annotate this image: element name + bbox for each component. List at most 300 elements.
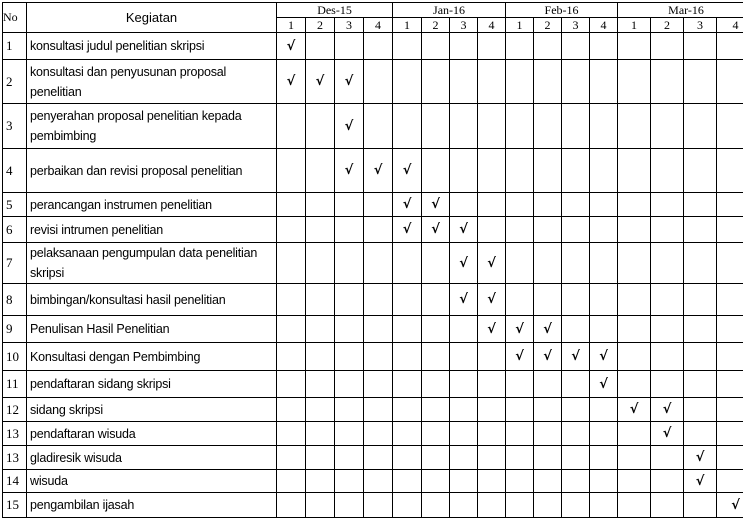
check-mark: √: [277, 60, 306, 104]
schedule-cell: [684, 284, 717, 316]
schedule-cell: [450, 316, 478, 343]
check-mark: √: [534, 343, 562, 371]
schedule-cell: [364, 371, 393, 398]
activity-label: revisi intrumen penelitian: [27, 217, 277, 243]
schedule-cell: [306, 422, 335, 446]
schedule-cell: [651, 243, 684, 284]
schedule-cell: [478, 371, 506, 398]
schedule-cell: [562, 243, 590, 284]
schedule-cell: [335, 371, 364, 398]
check-mark: √: [335, 149, 364, 193]
schedule-cell: [534, 149, 562, 193]
schedule-cell: [306, 493, 335, 518]
schedule-cell: [618, 104, 651, 149]
schedule-cell: [478, 33, 506, 60]
schedule-cell: [478, 193, 506, 217]
row-number: 7: [3, 243, 27, 284]
schedule-cell: [590, 446, 618, 470]
week-header-cell: 1: [506, 18, 534, 33]
row-number: 9: [3, 316, 27, 343]
schedule-cell: [534, 371, 562, 398]
schedule-cell: [590, 60, 618, 104]
schedule-cell: [590, 493, 618, 518]
schedule-cell: [277, 243, 306, 284]
schedule-cell: [450, 33, 478, 60]
schedule-cell: [684, 149, 717, 193]
schedule-cell: [450, 60, 478, 104]
month-header-feb16: Feb-16: [506, 3, 618, 18]
check-mark: √: [478, 243, 506, 284]
schedule-cell: [534, 243, 562, 284]
schedule-cell: [684, 316, 717, 343]
schedule-cell: [277, 493, 306, 518]
schedule-cell: [450, 446, 478, 470]
activity-label: pendaftaran sidang skripsi: [27, 371, 277, 398]
schedule-cell: [684, 243, 717, 284]
schedule-cell: [651, 193, 684, 217]
schedule-cell: [277, 149, 306, 193]
activity-row: [3, 243, 743, 284]
check-mark: √: [562, 343, 590, 371]
schedule-cell: [684, 493, 717, 518]
schedule-cell: [717, 243, 743, 284]
schedule-cell: [506, 60, 534, 104]
schedule-cell: [306, 316, 335, 343]
week-header-cell: 2: [534, 18, 562, 33]
schedule-cell: [618, 149, 651, 193]
schedule-cell: [684, 343, 717, 371]
schedule-cell: [422, 371, 450, 398]
schedule-cell: [506, 371, 534, 398]
check-mark: √: [306, 60, 335, 104]
schedule-table: [2, 2, 743, 518]
schedule-cell: [335, 316, 364, 343]
schedule-cell: [478, 343, 506, 371]
schedule-cell: [277, 422, 306, 446]
row-number: 13: [3, 422, 27, 446]
row-number: 10: [3, 343, 27, 371]
row-number: 13: [3, 446, 27, 470]
activity-label: konsultasi dan penyusunan proposal penelitian: [27, 60, 277, 104]
schedule-cell: [393, 422, 422, 446]
activity-row: [3, 217, 743, 243]
schedule-cell: [562, 398, 590, 422]
check-mark: √: [277, 33, 306, 60]
activity-row: [3, 149, 743, 193]
activity-label: sidang skripsi: [27, 398, 277, 422]
check-mark: √: [393, 193, 422, 217]
schedule-cell: [717, 343, 743, 371]
schedule-cell: [590, 243, 618, 284]
check-mark: √: [422, 217, 450, 243]
schedule-cell: [478, 470, 506, 493]
row-number: 15: [3, 493, 27, 518]
week-header-cell: 2: [422, 18, 450, 33]
activity-row: [3, 193, 743, 217]
schedule-cell: [651, 371, 684, 398]
schedule-cell: [618, 217, 651, 243]
schedule-cell: [684, 33, 717, 60]
row-number: 14: [3, 470, 27, 493]
schedule-cell: [335, 398, 364, 422]
schedule-cell: [684, 217, 717, 243]
schedule-cell: [478, 398, 506, 422]
schedule-cell: [717, 422, 743, 446]
activity-row: [3, 446, 743, 470]
schedule-cell: [306, 104, 335, 149]
schedule-cell: [364, 284, 393, 316]
schedule-cell: [364, 343, 393, 371]
schedule-cell: [364, 493, 393, 518]
activity-label: Penulisan Hasil Penelitian: [27, 316, 277, 343]
check-mark: √: [478, 284, 506, 316]
schedule-cell: [590, 398, 618, 422]
schedule-cell: [717, 284, 743, 316]
schedule-cell: [618, 243, 651, 284]
schedule-cell: [478, 60, 506, 104]
schedule-cell: [506, 193, 534, 217]
schedule-cell: [717, 470, 743, 493]
schedule-cell: [684, 398, 717, 422]
schedule-cell: [422, 493, 450, 518]
schedule-cell: [618, 493, 651, 518]
schedule-cell: [717, 149, 743, 193]
schedule-cell: [364, 60, 393, 104]
schedule-cell: [506, 422, 534, 446]
schedule-cell: [506, 398, 534, 422]
schedule-cell: [306, 343, 335, 371]
schedule-cell: [562, 316, 590, 343]
schedule-cell: [306, 149, 335, 193]
schedule-cell: [651, 60, 684, 104]
schedule-cell: [364, 422, 393, 446]
schedule-cell: [651, 316, 684, 343]
schedule-cell: [422, 316, 450, 343]
check-mark: √: [335, 104, 364, 149]
check-mark: √: [450, 284, 478, 316]
schedule-cell: [684, 371, 717, 398]
week-header-cell: 1: [393, 18, 422, 33]
week-header-cell: 4: [478, 18, 506, 33]
check-mark: √: [590, 343, 618, 371]
schedule-cell: [651, 104, 684, 149]
check-mark: √: [590, 371, 618, 398]
schedule-cell: [562, 193, 590, 217]
schedule-cell: [534, 398, 562, 422]
schedule-cell: [450, 104, 478, 149]
schedule-cell: [422, 284, 450, 316]
schedule-cell: [618, 60, 651, 104]
schedule-cell: [364, 193, 393, 217]
activity-label: wisuda: [27, 470, 277, 493]
schedule-cell: [618, 422, 651, 446]
activity-row: [3, 493, 743, 518]
schedule-cell: [277, 104, 306, 149]
schedule-cell: [450, 193, 478, 217]
schedule-cell: [335, 243, 364, 284]
schedule-cell: [422, 104, 450, 149]
schedule-cell: [277, 398, 306, 422]
check-mark: √: [393, 217, 422, 243]
header-row: [3, 3, 743, 18]
schedule-cell: [590, 284, 618, 316]
schedule-cell: [277, 343, 306, 371]
schedule-cell: [651, 284, 684, 316]
schedule-cell: [335, 217, 364, 243]
schedule-cell: [364, 217, 393, 243]
schedule-cell: [450, 149, 478, 193]
schedule-cell: [364, 398, 393, 422]
schedule-cell: [534, 193, 562, 217]
activity-row: [3, 422, 743, 446]
schedule-cell: [562, 104, 590, 149]
check-mark: √: [651, 422, 684, 446]
schedule-cell: [651, 33, 684, 60]
check-mark: √: [534, 316, 562, 343]
schedule-cell: [651, 446, 684, 470]
row-number: 3: [3, 104, 27, 149]
schedule-cell: [450, 398, 478, 422]
schedule-cell: [422, 470, 450, 493]
schedule-cell: [717, 193, 743, 217]
schedule-cell: [306, 398, 335, 422]
schedule-cell: [590, 104, 618, 149]
month-header-mar16: Mar-16: [618, 3, 743, 18]
schedule-cell: [562, 284, 590, 316]
schedule-cell: [277, 371, 306, 398]
activity-label: konsultasi judul penelitian skripsi: [27, 33, 277, 60]
check-mark: √: [618, 398, 651, 422]
schedule-cell: [506, 284, 534, 316]
activity-row: [3, 316, 743, 343]
check-mark: √: [506, 343, 534, 371]
schedule-cell: [590, 193, 618, 217]
schedule-cell: [506, 33, 534, 60]
schedule-cell: [422, 60, 450, 104]
schedule-cell: [478, 446, 506, 470]
schedule-cell: [562, 149, 590, 193]
schedule-cell: [717, 446, 743, 470]
schedule-cell: [618, 343, 651, 371]
schedule-cell: [450, 493, 478, 518]
schedule-cell: [590, 316, 618, 343]
schedule-cell: [717, 33, 743, 60]
schedule-cell: [306, 371, 335, 398]
schedule-cell: [306, 193, 335, 217]
schedule-cell: [277, 193, 306, 217]
schedule-cell: [651, 493, 684, 518]
schedule-cell: [478, 493, 506, 518]
schedule-cell: [618, 316, 651, 343]
schedule-cell: [306, 446, 335, 470]
schedule-cell: [590, 470, 618, 493]
schedule-cell: [590, 422, 618, 446]
check-mark: √: [364, 149, 393, 193]
schedule-cell: [717, 398, 743, 422]
month-header-jan16: Jan-16: [393, 3, 506, 18]
schedule-cell: [478, 104, 506, 149]
schedule-cell: [393, 33, 422, 60]
schedule-cell: [618, 284, 651, 316]
schedule-cell: [618, 33, 651, 60]
kegiatan-header: Kegiatan: [27, 3, 277, 33]
schedule-cell: [684, 104, 717, 149]
schedule-cell: [277, 316, 306, 343]
schedule-cell: [534, 493, 562, 518]
schedule-cell: [335, 33, 364, 60]
schedule-cell: [335, 193, 364, 217]
schedule-cell: [306, 243, 335, 284]
row-number: 1: [3, 33, 27, 60]
schedule-cell: [590, 33, 618, 60]
schedule-cell: [422, 446, 450, 470]
week-header-cell: 3: [684, 18, 717, 33]
schedule-cell: [506, 470, 534, 493]
schedule-cell: [364, 470, 393, 493]
schedule-cell: [590, 149, 618, 193]
schedule-cell: [306, 33, 335, 60]
schedule-cell: [562, 446, 590, 470]
row-number: 8: [3, 284, 27, 316]
activity-row: [3, 398, 743, 422]
row-number: 11: [3, 371, 27, 398]
check-mark: √: [717, 493, 743, 518]
row-number: 5: [3, 193, 27, 217]
row-number: 12: [3, 398, 27, 422]
schedule-cell: [534, 470, 562, 493]
schedule-cell: [393, 60, 422, 104]
schedule-cell: [422, 243, 450, 284]
week-header-cell: 3: [335, 18, 364, 33]
schedule-cell: [393, 104, 422, 149]
schedule-cell: [422, 33, 450, 60]
schedule-cell: [277, 284, 306, 316]
schedule-cell: [651, 343, 684, 371]
week-header-cell: 3: [562, 18, 590, 33]
week-header-cell: 3: [450, 18, 478, 33]
schedule-cell: [306, 470, 335, 493]
activity-row: [3, 470, 743, 493]
schedule-cell: [335, 422, 364, 446]
activity-label: perancangan instrumen penelitian: [27, 193, 277, 217]
activity-label: Konsultasi dengan Pembimbing: [27, 343, 277, 371]
schedule-cell: [717, 371, 743, 398]
no-header: No: [3, 3, 27, 33]
schedule-cell: [364, 243, 393, 284]
schedule-cell: [335, 343, 364, 371]
schedule-cell: [393, 446, 422, 470]
schedule-cell: [306, 217, 335, 243]
schedule-cell: [562, 33, 590, 60]
week-header-cell: 4: [364, 18, 393, 33]
schedule-cell: [534, 446, 562, 470]
row-number: 2: [3, 60, 27, 104]
schedule-cell: [393, 371, 422, 398]
schedule-cell: [562, 470, 590, 493]
schedule-cell: [478, 217, 506, 243]
activity-row: [3, 33, 743, 60]
schedule-cell: [422, 149, 450, 193]
schedule-cell: [717, 217, 743, 243]
week-header-cell: 2: [651, 18, 684, 33]
schedule-cell: [506, 217, 534, 243]
schedule-cell: [277, 217, 306, 243]
schedule-cell: [651, 217, 684, 243]
schedule-cell: [478, 422, 506, 446]
schedule-cell: [717, 316, 743, 343]
schedule-cell: [618, 446, 651, 470]
schedule-cell: [506, 104, 534, 149]
activity-row: [3, 60, 743, 104]
check-mark: √: [422, 193, 450, 217]
schedule-cell: [393, 316, 422, 343]
schedule-cell: [717, 60, 743, 104]
check-mark: √: [335, 60, 364, 104]
schedule-cell: [534, 284, 562, 316]
schedule-cell: [534, 60, 562, 104]
check-mark: √: [450, 243, 478, 284]
activity-label: pelaksanaan pengumpulan data penelitian skripsi: [27, 243, 277, 284]
check-mark: √: [393, 149, 422, 193]
schedule-cell: [478, 149, 506, 193]
schedule-cell: [618, 193, 651, 217]
schedule-cell: [562, 493, 590, 518]
activity-row: [3, 104, 743, 149]
row-number: 4: [3, 149, 27, 193]
check-mark: √: [684, 446, 717, 470]
schedule-cell: [534, 33, 562, 60]
week-header-cell: 1: [618, 18, 651, 33]
activity-label: bimbingan/konsultasi hasil penelitian: [27, 284, 277, 316]
schedule-cell: [335, 493, 364, 518]
check-mark: √: [450, 217, 478, 243]
schedule-cell: [506, 243, 534, 284]
check-mark: √: [478, 316, 506, 343]
schedule-cell: [618, 470, 651, 493]
schedule-cell: [534, 217, 562, 243]
activity-label: penyerahan proposal penelitian kepada pembimbing: [27, 104, 277, 149]
schedule-cell: [306, 284, 335, 316]
week-header-cell: 4: [590, 18, 618, 33]
activity-label: pendaftaran wisuda: [27, 422, 277, 446]
schedule-cell: [450, 422, 478, 446]
schedule-cell: [364, 33, 393, 60]
schedule-cell: [590, 217, 618, 243]
activity-label: pengambilan ijasah: [27, 493, 277, 518]
activity-label: perbaikan dan revisi proposal penelitian: [27, 149, 277, 193]
schedule-cell: [562, 422, 590, 446]
schedule-cell: [450, 470, 478, 493]
activity-row: [3, 371, 743, 398]
schedule-cell: [534, 422, 562, 446]
schedule-cell: [422, 343, 450, 371]
schedule-cell: [684, 60, 717, 104]
week-header-cell: 1: [277, 18, 306, 33]
schedule-cell: [335, 446, 364, 470]
activity-label: gladiresik wisuda: [27, 446, 277, 470]
schedule-cell: [422, 422, 450, 446]
schedule-cell: [651, 149, 684, 193]
schedule-cell: [364, 446, 393, 470]
schedule-cell: [393, 398, 422, 422]
schedule-cell: [364, 316, 393, 343]
activity-row: [3, 284, 743, 316]
schedule-cell: [534, 104, 562, 149]
activity-row: [3, 343, 743, 371]
schedule-cell: [422, 398, 450, 422]
schedule-cell: [335, 284, 364, 316]
schedule-cell: [393, 493, 422, 518]
